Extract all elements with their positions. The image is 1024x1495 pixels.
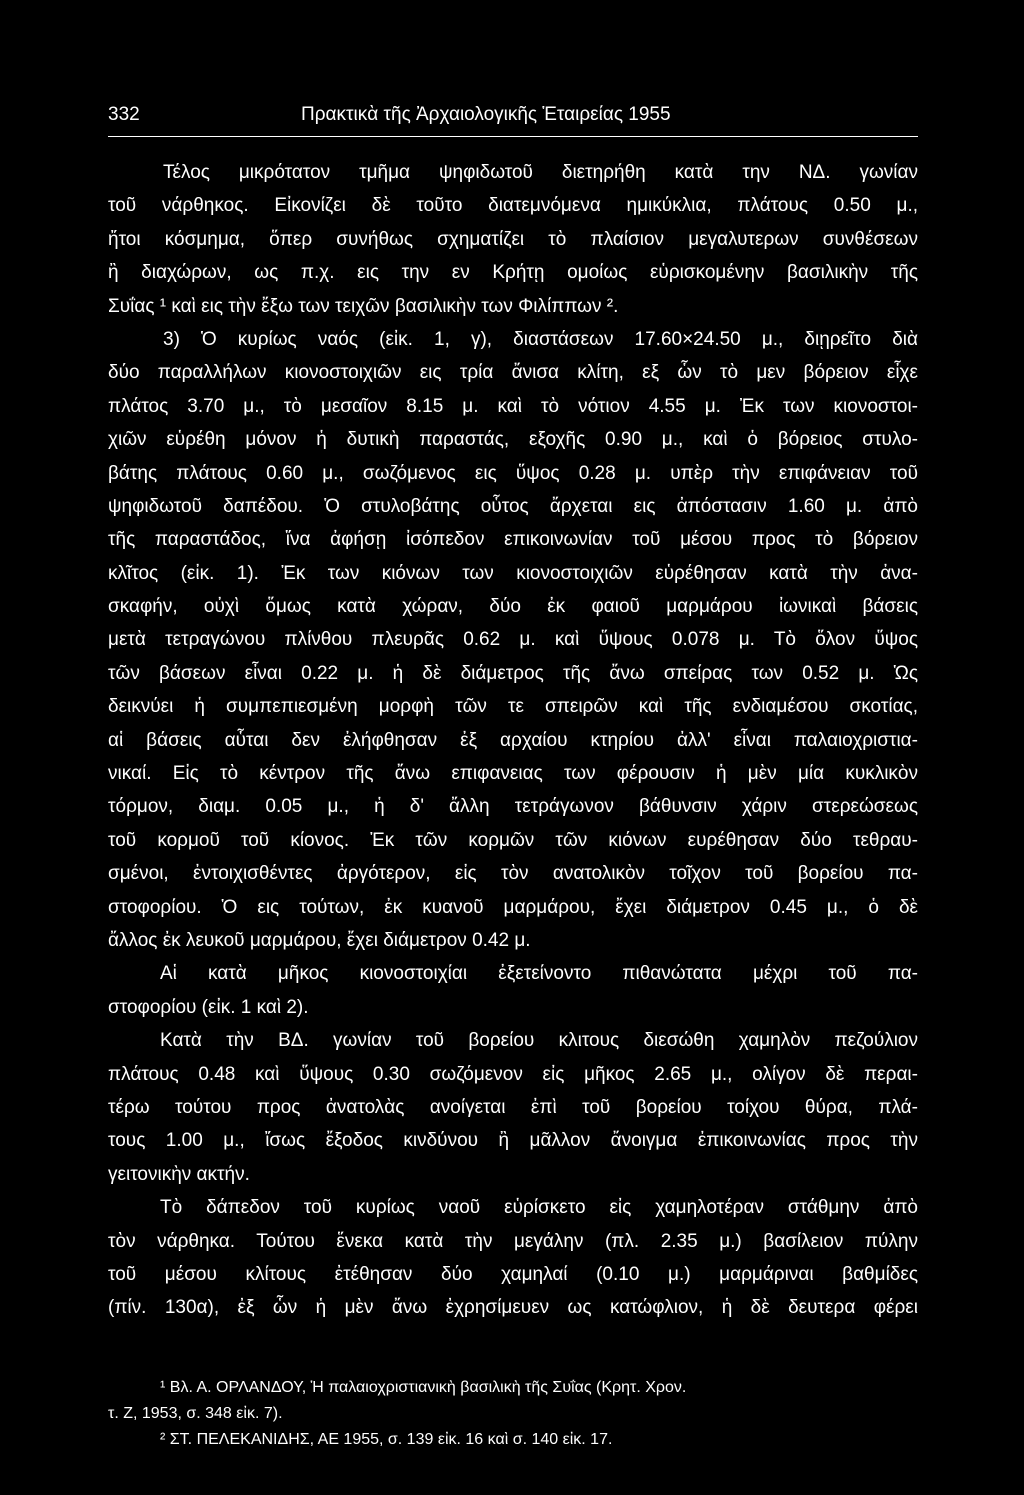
text-line: σμένοι, ἐντοιχισθέντες ἀργότερον, εἰς τὸν ανατολικὸν τοῖχον τοῦ βορείου πα- <box>108 863 918 885</box>
text-line: ἄλλος ἐκ λευκοῦ μαρμάρου, ἔχει διάμετρον 0.42 μ. <box>108 929 531 951</box>
text-line: νικαί. Εἰς τὸ κέντρον τῆς ἄνω επιφανειας των φέρουσιν ἡ μὲν μία κυκλικὸν <box>108 763 918 785</box>
text-line: ἢ διαχώρων, ως π.χ. εις την εν Κρήτῃ ομοίως εὑρισκομένην βασιλικὴν τῆς <box>108 262 918 284</box>
text-line: Κατὰ τὴν ΒΔ. γωνίαν τοῦ βορείου κλιτους διεσώθη χαμηλὸν πεζούλιον <box>160 1030 918 1052</box>
text-line: τῶν βάσεων εἶναι 0.22 μ. ἡ δὲ διάμετρος τῆς ἄνω σπείρας των 0.52 μ. Ὡς <box>108 662 918 684</box>
text-line: στοφορίου. Ὁ εις τούτων, ἐκ κυανοῦ μαρμάρου, ἔχει διάμετρον 0.45 μ., ὁ δὲ <box>108 896 918 918</box>
text-line: μετὰ τετραγώνου πλίνθου πλευρᾶς 0.62 μ. καὶ ὕψους 0.078 μ. Τὸ ὅλον ὕψος <box>108 629 918 651</box>
body-text <box>108 156 918 1325</box>
text-line: γειτονικὴν ακτήν. <box>108 1163 250 1185</box>
text-line: τους 1.00 μ., ἴσως ἔξοδος κινδύνου ἢ μᾶλλον ἄνοιγμα ἐπικοινωνίας προς τὴν <box>108 1130 918 1152</box>
text-line: 3) Ὁ κυρίως ναός (εἰκ. 1, γ), διαστάσεων 17.60×24.50 μ., διῃρεῖτο διὰ <box>163 328 918 350</box>
text-line: Τέλος μικρότατον τμῆμα ψηφιδωτοῦ διετηρήθη κατὰ την ΝΔ. γωνίαν <box>163 162 918 183</box>
header-rule <box>108 136 918 137</box>
footnote-1: ¹ Βλ. Α. ΟΡΛΑΝΔΟΥ, Ἡ παλαιοχριστιανικὴ βασιλικὴ τῆς Συΐας (Κρητ. Χρον. <box>160 1379 687 1396</box>
text-line: Αἱ κατὰ μῆκος κιονοστοιχίαι ἐξετείνοντο πιθανώτατα μέχρι τοῦ πα- <box>160 963 918 985</box>
footnotes <box>108 1375 918 1453</box>
text-line: ἤτοι κόσμημα, ὅπερ συνήθως σχηματίζει τὸ πλαίσιον μεγαλυτερων συνθέσεων <box>108 228 918 250</box>
text-line: χιῶν εὑρέθη μόνον ἡ δυτικὴ παραστάς, εξοχῆς 0.90 μ., καὶ ὁ βόρειος στυλο- <box>108 429 918 451</box>
text-line: τόρμον, διαμ. 0.05 μ., ἡ δ' ἄλλη τετράγωνον βάθυνσιν χάριν στερεώσεως <box>108 796 918 818</box>
text-line: πλάτος 3.70 μ., τὸ μεσαῖον 8.15 μ. καὶ τὸ νότιον 4.55 μ. Ἐκ των κιονοστοι- <box>108 395 918 417</box>
text-line: βάτης πλάτους 0.60 μ., σωζόμενος εις ὕψος 0.28 μ. υπὲρ τὴν επιφάνειαν τοῦ <box>108 462 918 484</box>
text-line: πλάτους 0.48 καὶ ὕψους 0.30 σωζόμενον εἰς μῆκος 2.65 μ., ολίγον δὲ περαι- <box>108 1063 918 1085</box>
text-line: σκαφήν, οὐχὶ ὅμως κατὰ χώραν, δύο ἐκ φαιοῦ μαρμάρου ἰωνικαὶ βάσεις <box>108 596 918 618</box>
text-line: αἱ βάσεις αὗται δεν ἐλήφθησαν ἐξ αρχαίου κτηρίου ἀλλ' εἶναι παλαιοχριστια- <box>108 729 918 751</box>
page-number: 332 <box>108 104 140 125</box>
text-line: ψηφιδωτοῦ δαπέδου. Ὁ στυλοβάτης οὗτος ἄρχεται εις ἀπόστασιν 1.60 μ. ἀπὸ <box>108 495 918 517</box>
text-line: δεικνύει ἡ συμπεπιεσμένη μορφὴ τῶν τε σπειρῶν καὶ τῆς ενδιαμέσου σκοτίας, <box>108 696 918 718</box>
text-line: Τὸ δάπεδον τοῦ κυρίως ναοῦ εὑρίσκετο εἰς χαμηλοτέραν στάθμην ἀπὸ <box>160 1197 918 1219</box>
footnote-2: ² ΣΤ. ΠΕΛΕΚΑΝΙΔΗΣ, ΑΕ 1955, σ. 139 εἰκ. 16 καὶ σ. 140 εἰκ. 17. <box>160 1431 613 1448</box>
text-line: δύο παραλλήλων κιονοστοιχιῶν εις τρία ἄνισα κλίτη, εξ ὧν τὸ μεν βόρειον εἶχε <box>108 362 918 384</box>
text-line: τοῦ κορμοῦ τοῦ κίονος. Ἐκ τῶν κορμῶν τῶν κιόνων ευρέθησαν δύο τεθραυ- <box>108 829 918 851</box>
text-line: τοῦ νάρθηκος. Εἰκονίζει δὲ τοῦτο διατεμνόμενα ημικύκλια, πλάτους 0.50 μ., <box>108 195 918 217</box>
running-header <box>108 100 918 130</box>
text-line: στοφορίου (εἰκ. 1 καὶ 2). <box>108 996 309 1018</box>
footnote-1-continued: τ. Ζ, 1953, σ. 348 εἰκ. 7). <box>108 1405 283 1422</box>
text-line: Συΐας ¹ καὶ εις τὴν ἔξω των τειχῶν βασιλικὴν των Φιλίππων ². <box>108 295 619 317</box>
text-line: τὸν νάρθηκα. Τούτου ἕνεκα κατὰ τὴν μεγάλην (πλ. 2.35 μ.) βασίλειον πύλην <box>108 1230 918 1252</box>
text-line: τέρω τούτου προς ἀνατολὰς ανοίγεται ἐπὶ τοῦ βορείου τοίχου θύρα, πλά- <box>108 1096 918 1118</box>
text-line: (πίν. 130α), ἐξ ὧν ἡ μὲν ἄνω ἐχρησίμευεν ως κατώφλιον, ἡ δὲ δευτερα φέρει <box>108 1297 918 1319</box>
text-line: τοῦ μέσου κλίτους ἐτέθησαν δύο χαμηλαί (0.10 μ.) μαρμάριναι βαθμίδες <box>108 1263 918 1285</box>
text-line: κλῖτος (εἰκ. 1). Ἐκ των κιόνων των κιονοστοιχιῶν εὑρέθησαν κατὰ τὴν ἀνα- <box>108 562 918 584</box>
text-line: τῆς παραστάδος, ἵνα ἀφήσῃ ἰσόπεδον επικοινωνίαν τοῦ μέσου προς τὸ βόρειον <box>108 529 918 551</box>
running-title: Πρακτικὰ τῆς Ἀρχαιολογικῆς Ἑταιρείας 1955 <box>301 104 671 125</box>
